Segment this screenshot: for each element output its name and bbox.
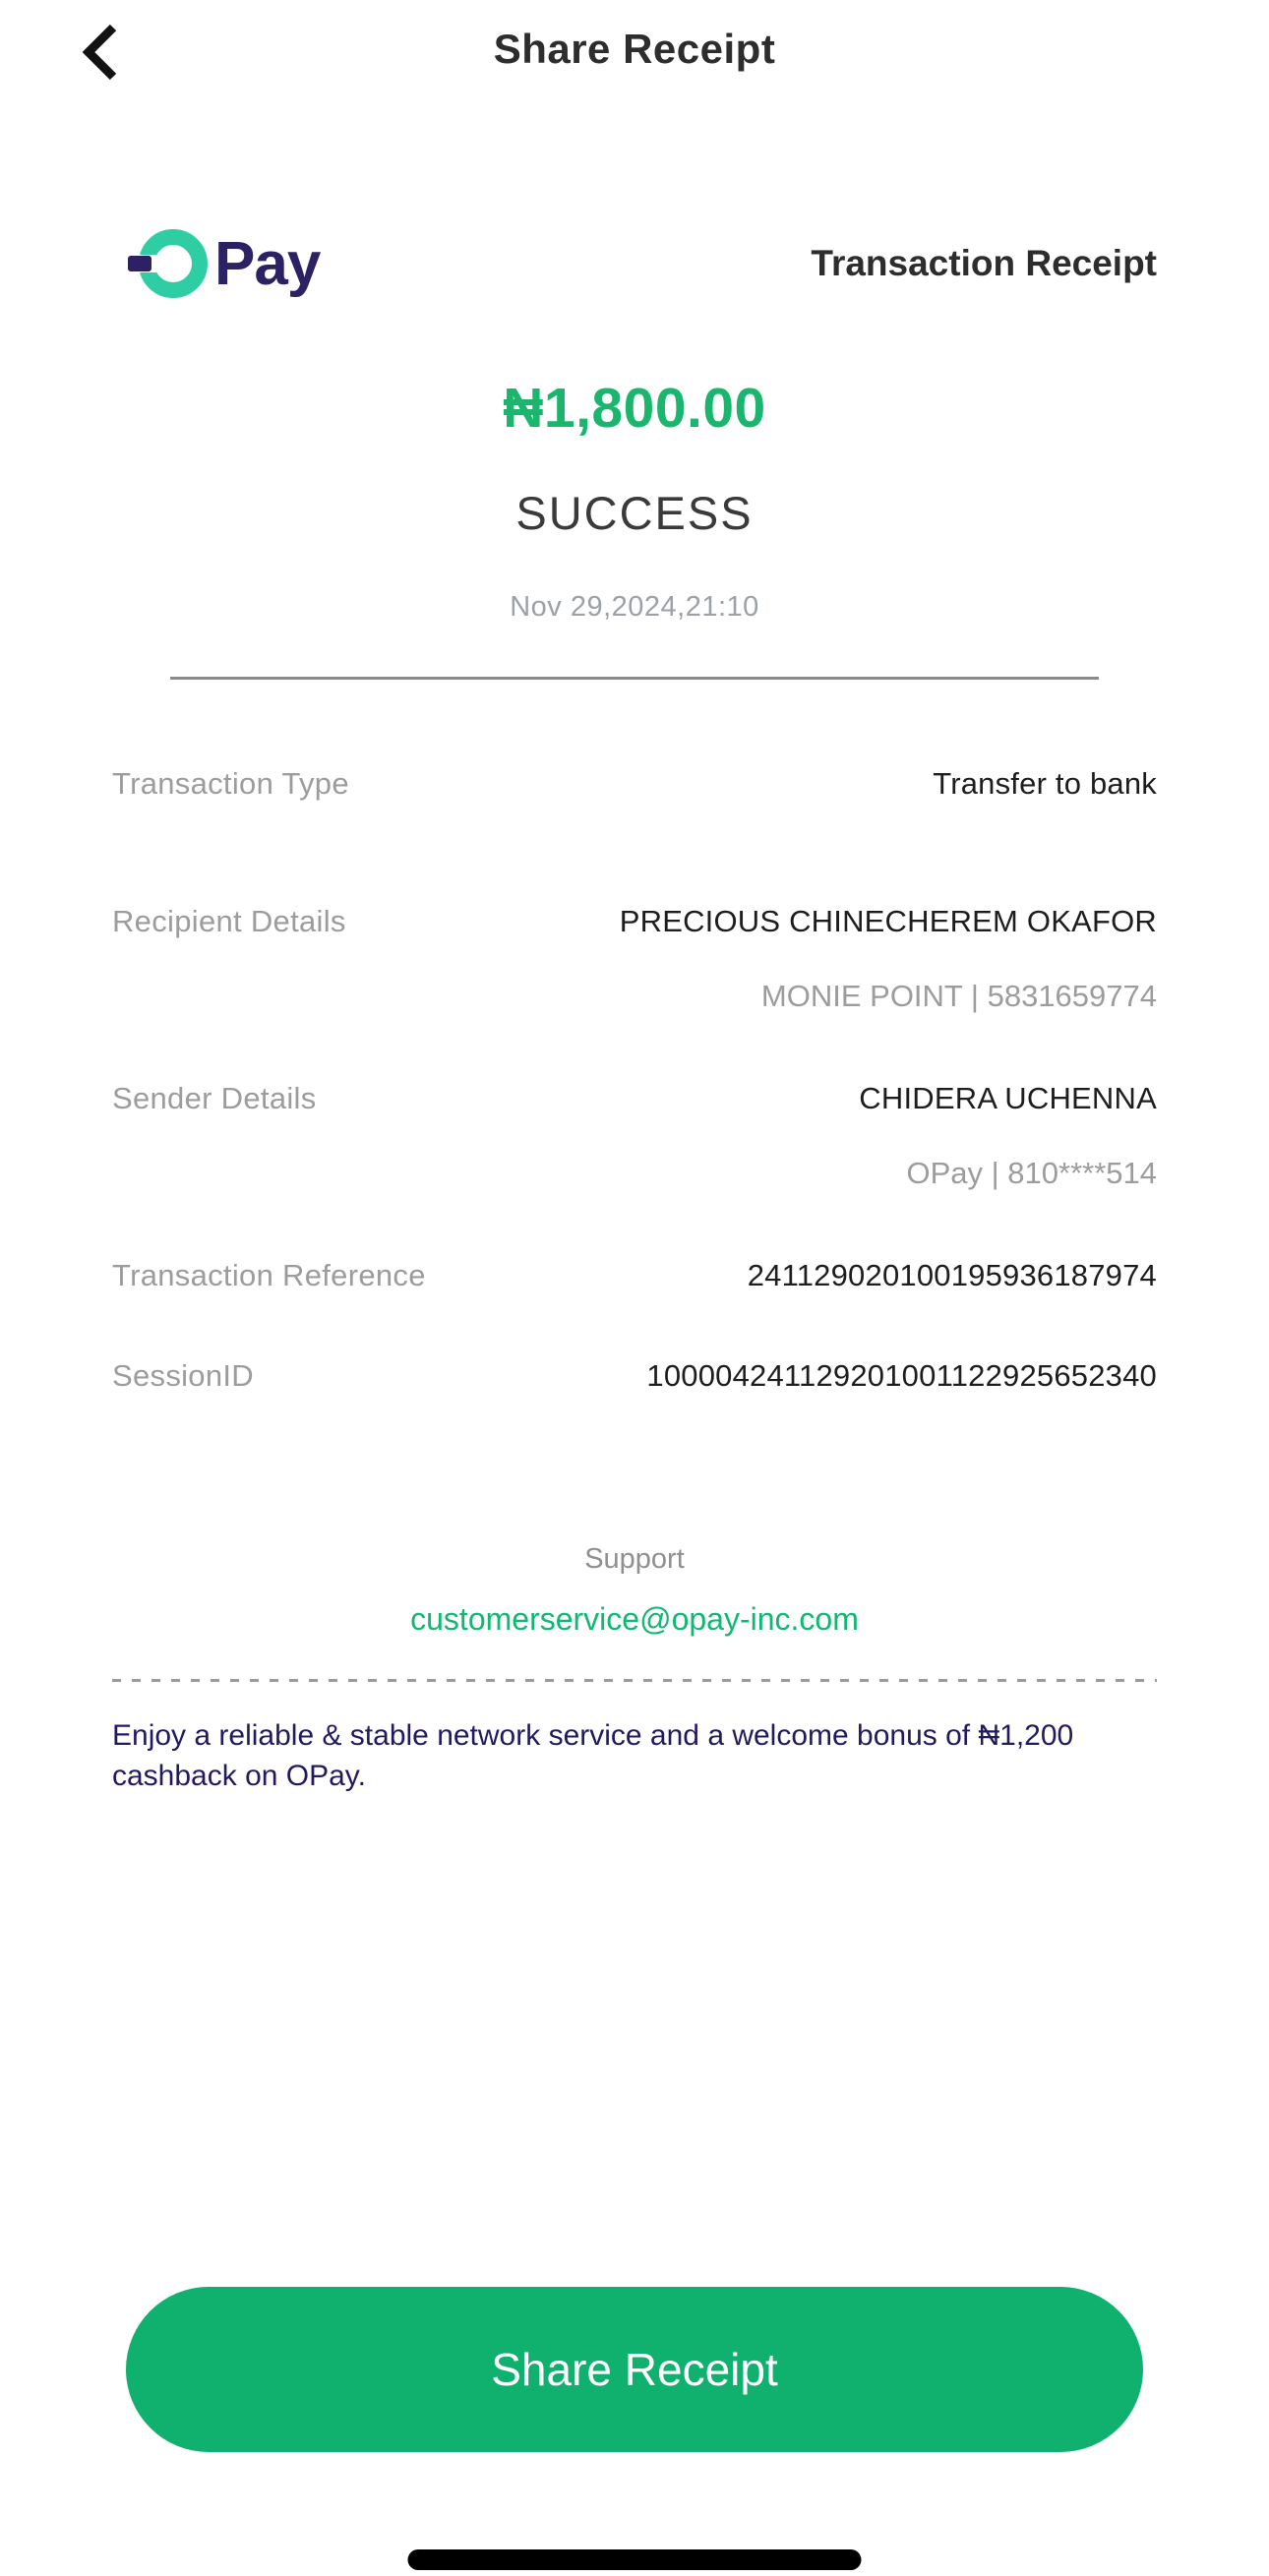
status-text: SUCCESS [515,487,754,539]
row-subvalue: OPay | 810****514 [906,1156,1157,1190]
support-email-link[interactable]: customerservice@opay-inc.com [410,1601,859,1637]
row-sender-details [112,1081,1157,1191]
row-label: Recipient Details [112,904,346,938]
transaction-datetime: Nov 29,2024,21:10 [510,591,759,623]
opay-logo-text: Pay [214,229,321,298]
detail-rows [112,766,1157,1394]
amount: ₦1,800.00 [503,377,766,440]
receipt-card [0,222,1269,1796]
promo-text: Enjoy a reliable & stable network service and a welcome bonus of ₦1,200 cashback on OPay. [112,1719,1074,1792]
row-recipient-details [112,904,1157,1014]
row-label: Transaction Type [112,766,349,801]
row-transaction-type [112,766,1157,802]
receipt-heading: Transaction Receipt [811,243,1157,283]
row-value: 100004241129201001122925652340 [646,1358,1157,1393]
header [0,0,1269,98]
share-receipt-button[interactable]: Share Receipt [126,2287,1143,2452]
row-label: Sender Details [112,1081,317,1115]
support-label: Support [584,1543,685,1575]
page-title: Share Receipt [493,26,776,72]
back-button[interactable] [71,20,130,85]
row-label: SessionID [112,1358,254,1393]
opay-o-icon [126,222,209,305]
back-chevron-icon [80,23,121,82]
row-transaction-reference [112,1258,1157,1293]
opay-logo [126,222,320,305]
row-value: CHIDERA UCHENNA [859,1081,1157,1115]
brand-row [112,222,1157,305]
row-session-id [112,1358,1157,1394]
dashed-divider [112,1679,1157,1682]
row-value: Transfer to bank [933,766,1157,801]
row-value: 241129020100195936187974 [747,1258,1157,1292]
row-value: PRECIOUS CHINECHEREM OKAFOR [619,904,1157,938]
row-label: Transaction Reference [112,1258,426,1292]
home-indicator-bar[interactable] [408,2549,862,2570]
row-subvalue: MONIE POINT | 5831659774 [760,979,1157,1013]
divider [170,677,1099,680]
